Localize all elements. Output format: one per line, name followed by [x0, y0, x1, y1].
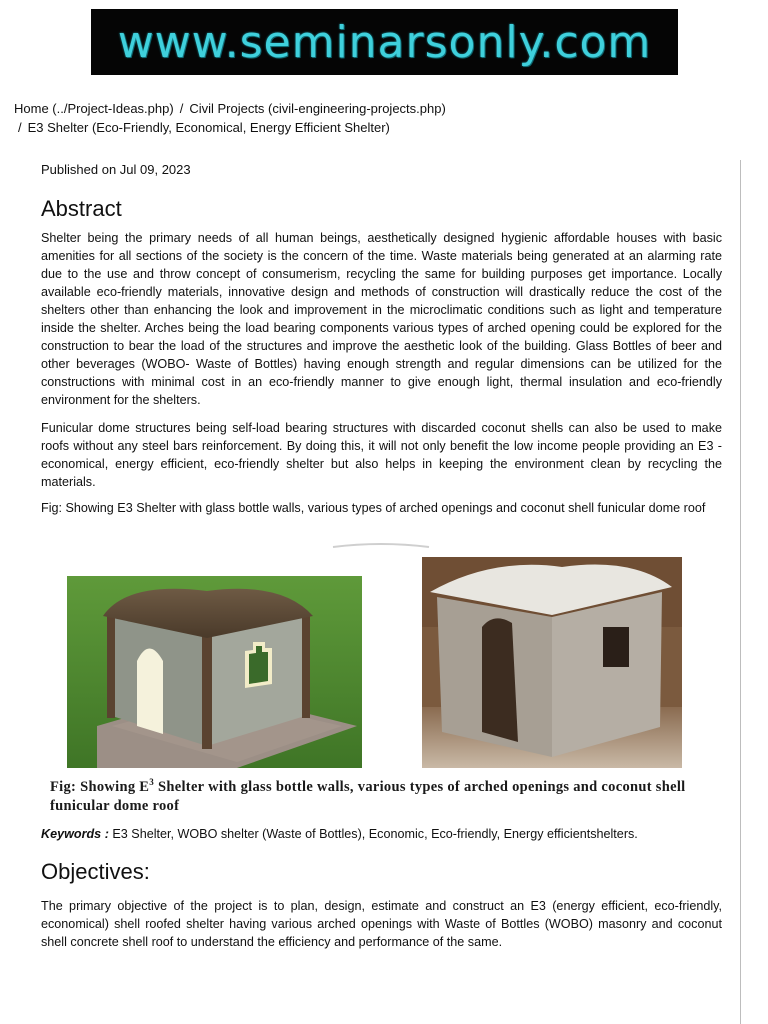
objectives-paragraph: The primary objective of the project is to plan, design, estimate and construct an E3 (energy efficient, eco-friendly, economical) shell roofed shelter having various arched openings with Waste of Bottles (WOBO) masonry and coconut shell concrete shell roof to understand the efficiency and performance of the same.: [41, 899, 722, 949]
keywords: [41, 826, 722, 842]
keywords-text: E3 Shelter, WOBO shelter (Waste of Bottles), Economic, Eco-friendly, Energy efficientshelters.: [108, 827, 638, 841]
breadcrumb-separator: /: [179, 101, 184, 116]
objectives-heading: Objectives:: [41, 859, 150, 884]
shelter-figure: [41, 541, 722, 816]
figure-arc-decoration: [331, 541, 431, 551]
figure-caption: Fig: Showing $E^3$ Shelter with glass bottle walls, various types of arched openings and coconut shell funicular dome roof: [50, 777, 686, 814]
figure-description: Fig: Showing E3 Shelter with glass bottle walls, various types of arched openings and coconut shell funicular dome roof: [41, 501, 706, 515]
site-banner[interactable]: [91, 9, 678, 75]
published-date: Published on Jul 09, 2023: [41, 162, 191, 177]
shelter-render-image: [67, 576, 362, 768]
abstract-paragraph-2: Funicular dome structures being self-load bearing structures with discarded coconut shells can also be used to make roofs without any steel bars reinforcement. By doing this, it will not only benefit the low income people providing an E3 - economical, energy efficient, eco-friendly shelter but also helps in keeping the environment clean by recycling the materials.: [41, 421, 722, 489]
breadcrumb: [14, 99, 754, 137]
keywords-label: Keywords :: [41, 827, 109, 841]
abstract-paragraph-1: Shelter being the primary needs of all human beings, aesthetically designed hygienic affordable houses with basic amenities for all sections of the society is the concern of the time. Waste materials being generated at an alarming rate due to the use and throw concept of consumerism, recycling the same for building purposes get importance. Locally available eco-friendly materials, innovative design and methods of construction will drastically reduce the cost of the shelters other than enhancing the look and improvement in the microclimatic conditions such as light and temperature inside the shelter. Arches being the load bearing components various types of arched opening could be explored for the construction to bear the load of the structures and improve the aesthetic look of the building. Glass Bottles of beer and other beverages (WOBO- Waste of Bottles) having enough strength and regular dimensions can be utilized for the constructions with minimal cost in an eco-friendly manner to give enough light, thermal insulation and eco-friendly environment for the shelters.: [41, 231, 722, 407]
breadcrumb-home-link[interactable]: Home (../Project-Ideas.php): [14, 101, 174, 116]
banner-text: www.seminarsonly.com: [117, 16, 652, 68]
breadcrumb-civil-link[interactable]: Civil Projects (civil-engineering-projects.php): [189, 101, 446, 116]
content-divider: [740, 160, 741, 1024]
breadcrumb-current: E3 Shelter (Eco-Friendly, Economical, Energy Efficient Shelter): [27, 120, 390, 135]
abstract-heading: Abstract: [41, 196, 122, 221]
article: [41, 158, 722, 949]
shelter-photo-image: [422, 557, 682, 768]
breadcrumb-separator: /: [18, 120, 22, 135]
